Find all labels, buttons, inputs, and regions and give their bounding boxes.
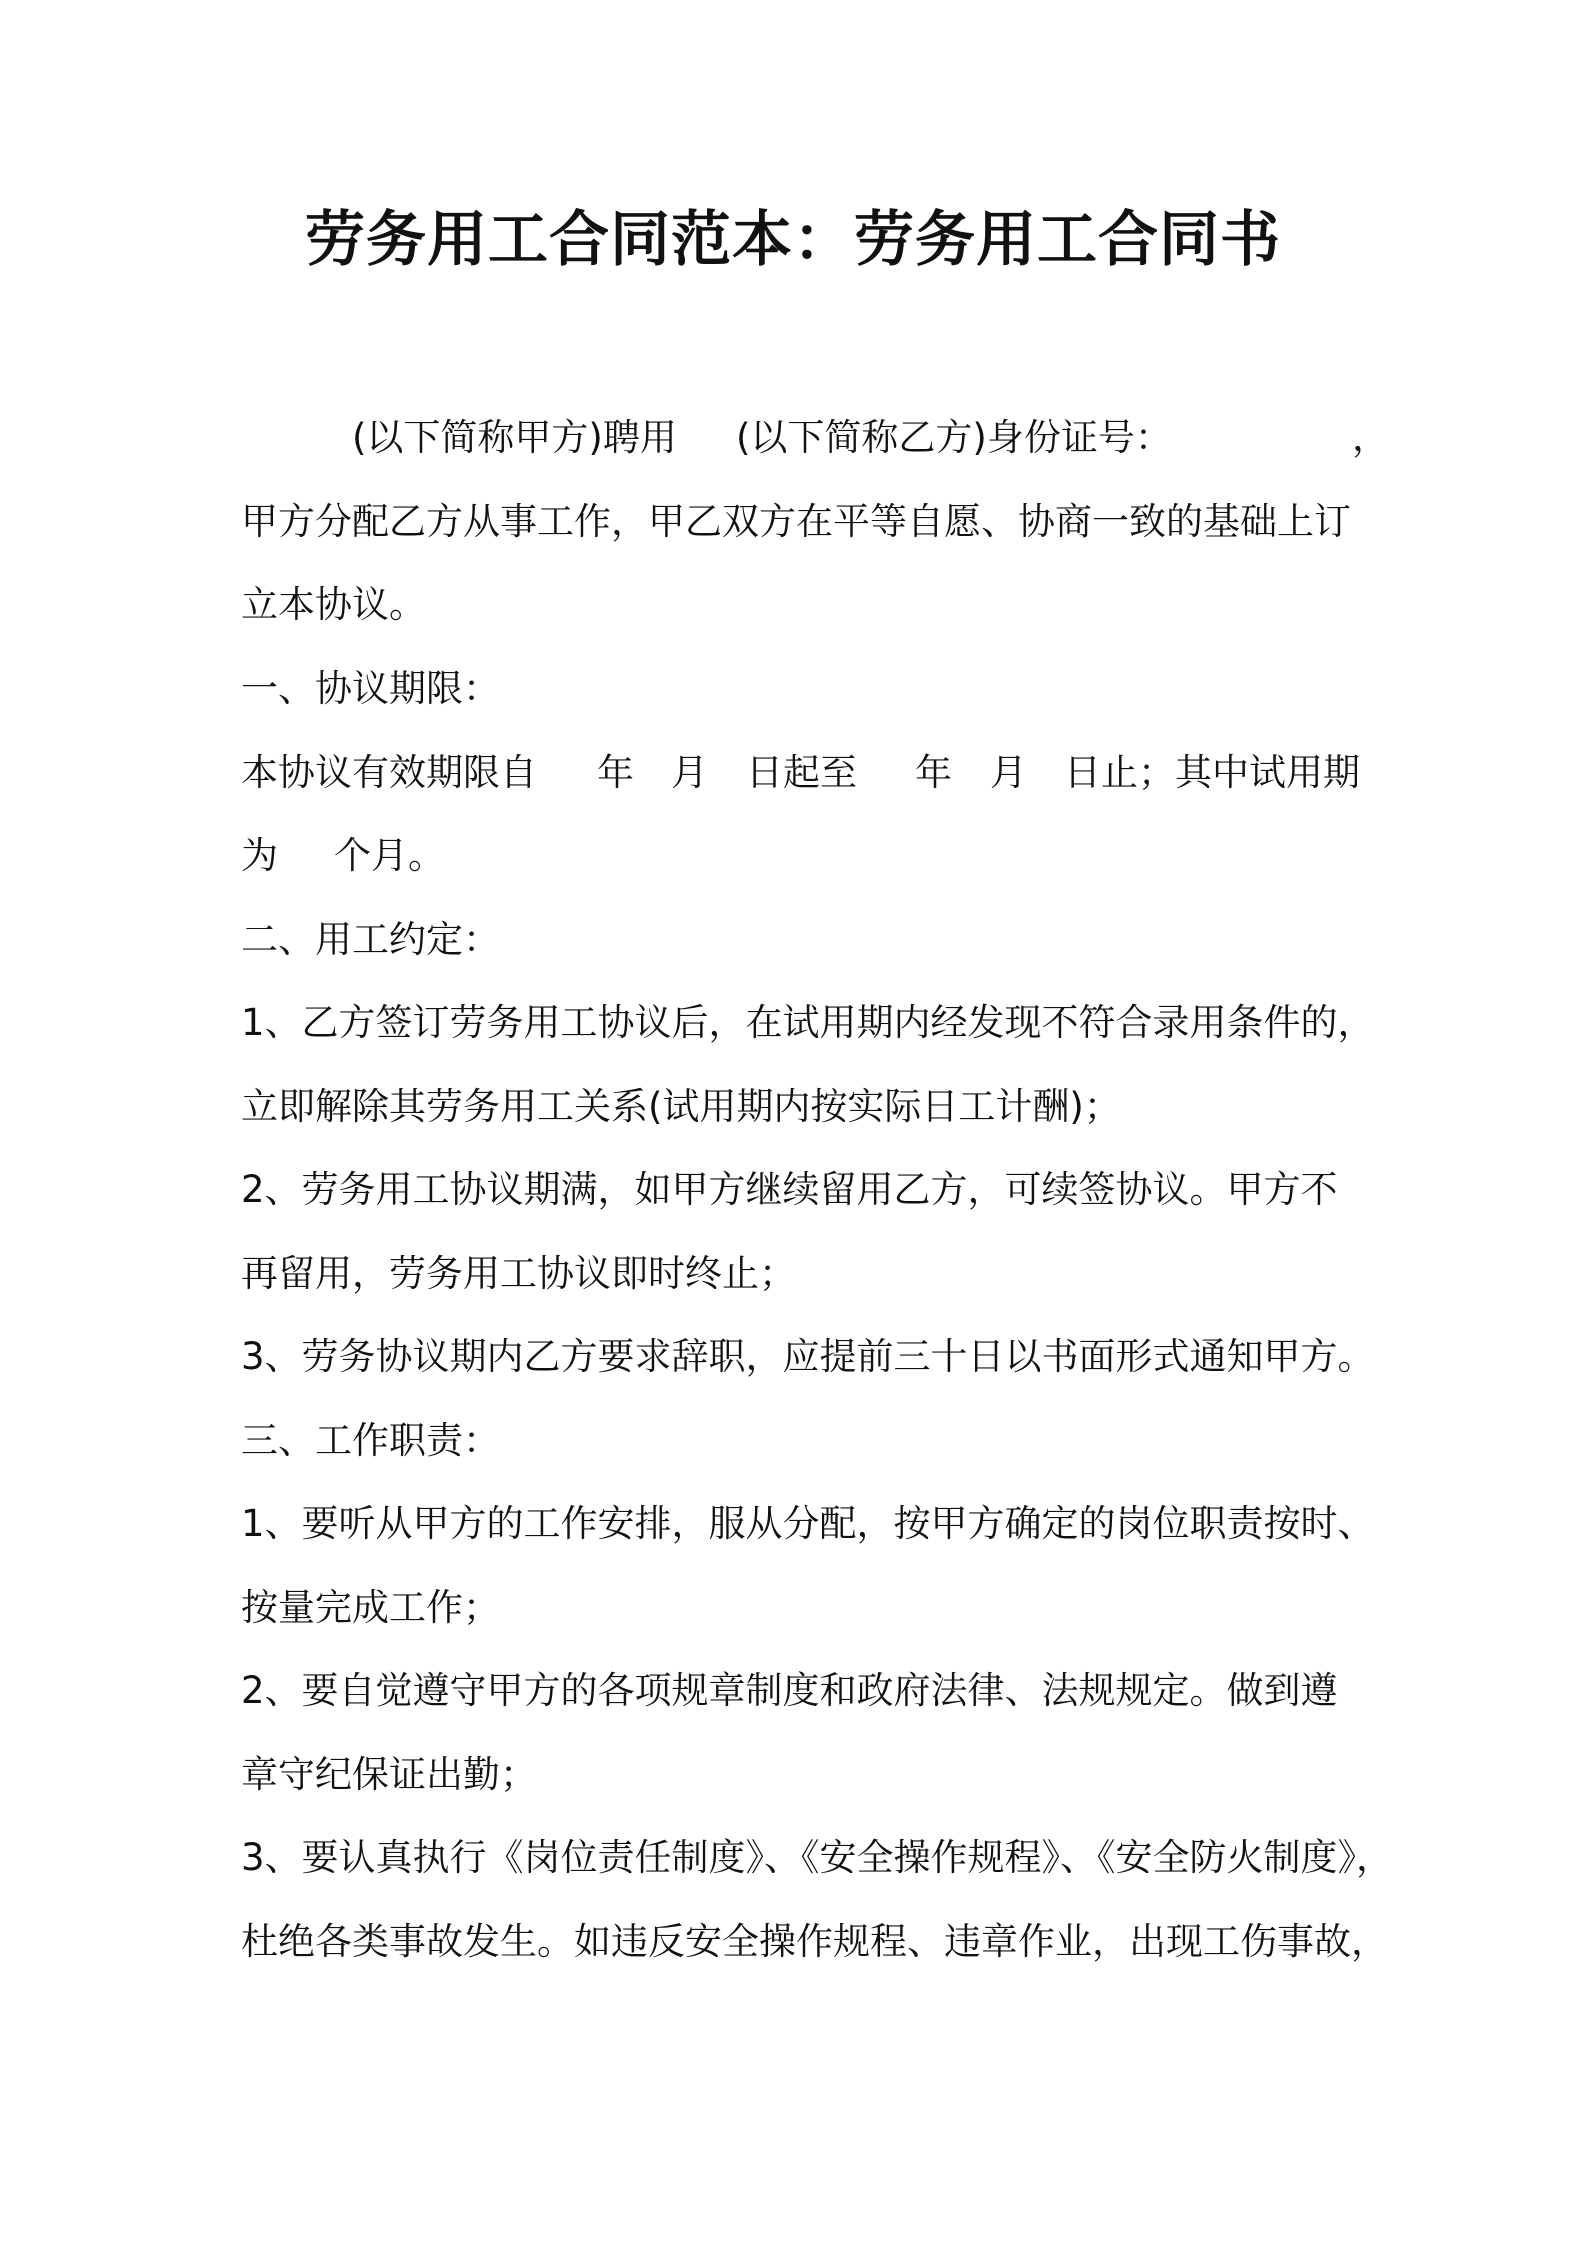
term-text-for: 为: [241, 834, 278, 877]
section-3-item-3-line-2: 杜绝各类事故发生。如违反安全操作规程、违章作业，出现工伤事故，: [241, 1920, 1388, 1963]
section-2-item-2-line-2: 再留用，劳务用工协议即时终止；: [241, 1252, 796, 1295]
section-2-item-2-line-1: 2、劳务用工协议期满，如甲方继续留用乙方，可续签协议。甲方不: [241, 1168, 1338, 1211]
section-2-item-1-line-1: 1、乙方签订劳务用工协议后，在试用期内经发现不符合录用条件的，: [241, 1001, 1375, 1044]
term-text-months: 个月。: [334, 834, 445, 877]
intro-line-3: 立本协议。: [241, 583, 426, 626]
section-3-item-3-line-1: 3、要认真执行《岗位责任制度》、《安全操作规程》、《安全防火制度》，: [241, 1836, 1394, 1879]
section-2-item-3-line-1: 3、劳务协议期内乙方要求辞职，应提前三十日以书面形式通知甲方。: [241, 1335, 1375, 1378]
term-text-day-1: 日起至: [746, 751, 857, 794]
term-text-start: 本协议有效期限自: [241, 751, 537, 794]
section-2-heading: 二、用工约定：: [241, 918, 500, 961]
term-text-year-2: 年: [915, 751, 952, 794]
section-3-item-1-line-1: 1、要听从甲方的工作安排，服从分配，按甲方确定的岗位职责按时、: [241, 1502, 1375, 1545]
section-1-heading: 一、协议期限：: [241, 667, 500, 710]
section-3-item-2-line-2: 章守纪保证出勤；: [241, 1753, 537, 1796]
intro-line-2: 甲方分配乙方从事工作，甲乙双方在平等自愿、协商一致的基础上订: [241, 500, 1351, 543]
term-text-year-1: 年: [597, 751, 634, 794]
section-3-item-2-line-1: 2、要自觉遵守甲方的各项规章制度和政府法律、法规规定。做到遵: [241, 1669, 1338, 1712]
term-text-day-2: 日止；其中试用期: [1064, 751, 1360, 794]
section-2-item-1-line-2: 立即解除其劳务用工关系(试用期内按实际日工计酬)；: [241, 1085, 1121, 1128]
term-text-month-2: 月: [990, 751, 1027, 794]
section-3-item-1-line-2: 按量完成工作；: [241, 1586, 500, 1629]
intro-text-comma: ，: [1352, 416, 1389, 459]
document-title: 劳务用工合同范本：劳务用工合同书: [305, 205, 1281, 275]
intro-text-party-b: (以下简称乙方)身份证号：: [736, 416, 1172, 459]
intro-text-party-a: (以下简称甲方)聘用: [352, 416, 677, 459]
section-3-heading: 三、工作职责：: [241, 1419, 500, 1462]
term-text-month-1: 月: [671, 751, 708, 794]
